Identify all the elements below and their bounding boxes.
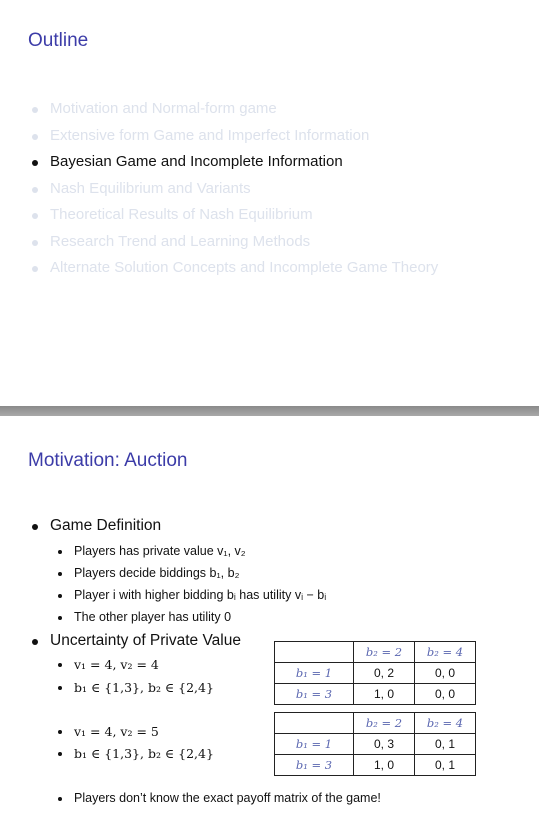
row-header: b₁ = 3 (275, 755, 354, 776)
payoff-cell: 0, 1 (415, 755, 476, 776)
col-header: b₂ = 4 (415, 642, 476, 663)
auction-title: Motivation: Auction (28, 450, 188, 471)
outline-item-current: Bayesian Game and Incomplete Information (30, 149, 438, 176)
game-definition-item: Players has private value v₁, v₂ (56, 544, 246, 558)
outline-item: Nash Equilibrium and Variants (30, 176, 438, 203)
row-header: b₁ = 1 (275, 734, 354, 755)
uncertainty-heading: Uncertainty of Private Value (30, 632, 241, 650)
payoff-cell: 1, 0 (354, 755, 415, 776)
case2-biddings: b₁ ∈ {1,3}, b₂ ∈ {2,4} (56, 746, 214, 761)
table-corner (275, 642, 354, 663)
row-header: b₁ = 3 (275, 684, 354, 705)
outline-item: Motivation and Normal-form game (30, 96, 438, 123)
payoff-note: Players don’t know the exact payoff matrix of the game! (56, 791, 381, 805)
case1-biddings: b₁ ∈ {1,3}, b₂ ∈ {2,4} (56, 680, 214, 695)
payoff-cell: 1, 0 (354, 684, 415, 705)
outline-item: Alternate Solution Concepts and Incomplete Game Theory (30, 255, 438, 282)
col-header: b₂ = 2 (354, 713, 415, 734)
slide-divider (0, 406, 539, 416)
game-definition-item: The other player has utility 0 (56, 610, 231, 624)
payoff-cell: 0, 3 (354, 734, 415, 755)
payoff-cell: 0, 0 (415, 663, 476, 684)
col-header: b₂ = 4 (415, 713, 476, 734)
table-row (275, 734, 476, 755)
outline-item: Research Trend and Learning Methods (30, 229, 438, 256)
payoff-cell: 0, 0 (415, 684, 476, 705)
payoff-cell: 0, 1 (415, 734, 476, 755)
table-row (275, 663, 476, 684)
table-row (275, 684, 476, 705)
case2-values: v₁ = 4, v₂ = 5 (56, 724, 159, 739)
col-header: b₂ = 2 (354, 642, 415, 663)
payoff-table-1 (274, 641, 476, 705)
outline-title: Outline (28, 30, 89, 51)
case1-values: v₁ = 4, v₂ = 4 (56, 657, 159, 672)
payoff-cell: 0, 2 (354, 663, 415, 684)
auction-slide (0, 416, 539, 822)
table-row (275, 755, 476, 776)
table-corner (275, 713, 354, 734)
outline-slide (0, 0, 539, 406)
game-definition-heading: Game Definition (30, 517, 161, 535)
game-definition-item: Players decide biddings b₁, b₂ (56, 566, 239, 580)
outline-item: Theoretical Results of Nash Equilibrium (30, 202, 438, 229)
outline-list (30, 96, 438, 282)
game-definition-item: Player i with higher bidding bᵢ has utility vᵢ − bᵢ (56, 588, 326, 602)
row-header: b₁ = 1 (275, 663, 354, 684)
outline-item: Extensive form Game and Imperfect Information (30, 123, 438, 150)
payoff-table-2 (274, 712, 476, 776)
